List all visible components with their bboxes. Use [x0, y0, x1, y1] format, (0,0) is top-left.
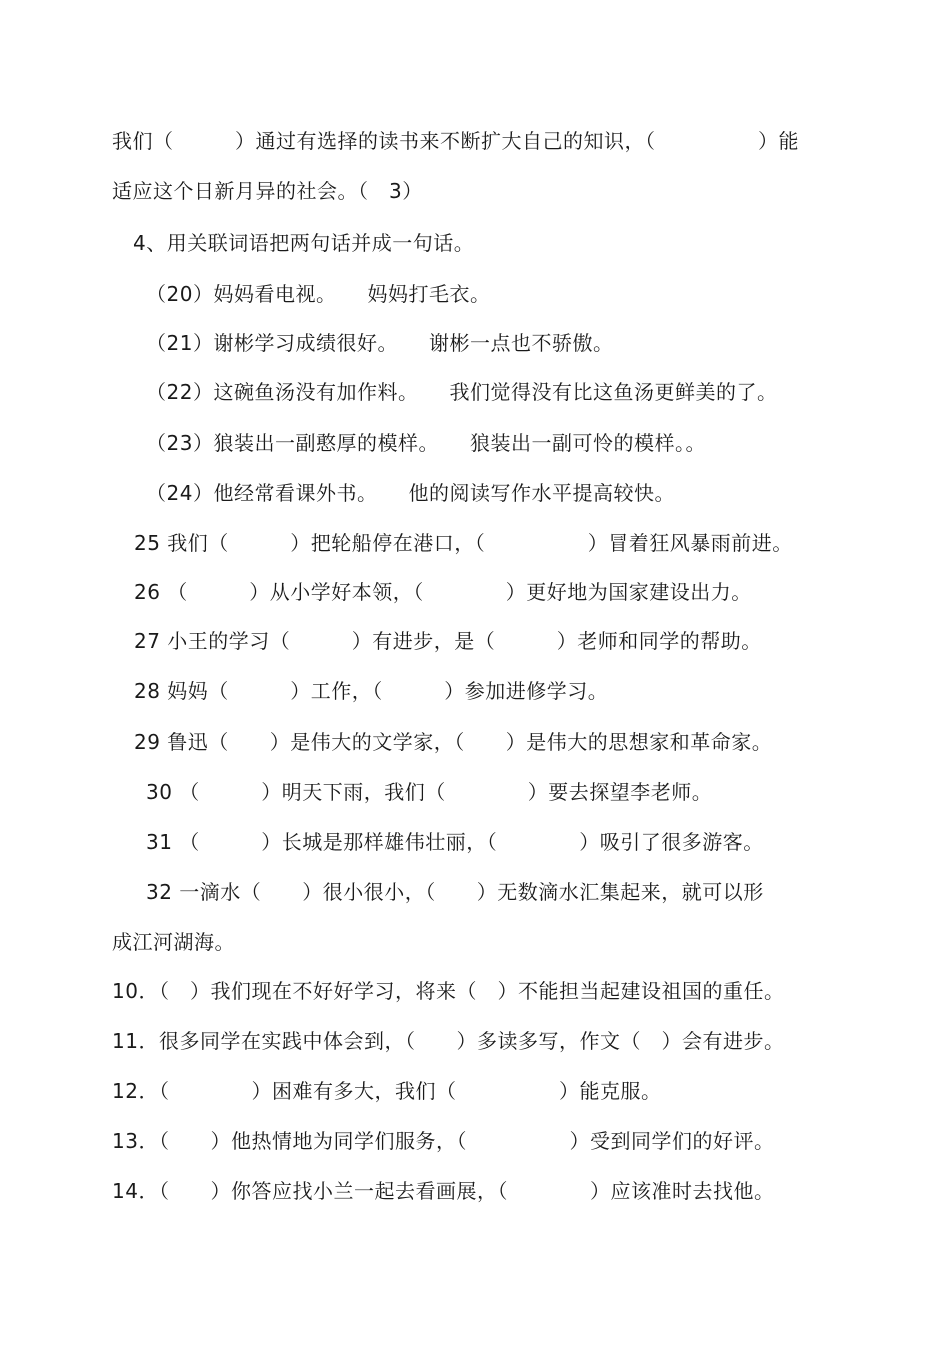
question-item: 10．（ ）我们现在不好好学习，将来（ ）不能担当起建设祖国的重任。 — [112, 979, 785, 1003]
question-item: 30 （ ）明天下雨，我们（ ）要去探望李老师。 — [146, 780, 713, 804]
question-item: 12．（ ）困难有多大，我们（ ）能克服。 — [112, 1079, 662, 1103]
question-item: （22）这碗鱼汤没有加作料。 我们觉得没有比这鱼汤更鲜美的了。 — [146, 380, 778, 404]
question-item: （21）谢彬学习成绩很好。 谢彬一点也不骄傲。 — [146, 331, 614, 355]
question-item: 26 （ ）从小学好本领，（ ）更好地为国家建设出力。 — [134, 580, 752, 604]
question-item: （24）他经常看课外书。 他的阅读写作水平提高较快。 — [146, 481, 675, 505]
question-item: 25 我们（ ）把轮船停在港口，（ ）冒着狂风暴雨前进。 — [134, 531, 793, 555]
text-line: 我们（ ）通过有选择的读书来不断扩大自己的知识，（ ）能 — [112, 129, 799, 153]
question-heading: 4、用关联词语把两句话并成一句话。 — [133, 231, 475, 255]
question-item: （20）妈妈看电视。 妈妈打毛衣。 — [146, 282, 491, 306]
question-item: （23）狼装出一副憨厚的模样。 狼装出一副可怜的模样。。 — [146, 431, 706, 455]
question-item: 14．（ ）你答应找小兰一起去看画展，（ ）应该准时去找他。 — [112, 1179, 775, 1203]
text-line: 适应这个日新月异的社会。（ 3） — [112, 179, 423, 203]
question-item: 29 鲁迅（ ）是伟大的文学家，（ ）是伟大的思想家和革命家。 — [134, 730, 773, 754]
question-item: 32 一滴水（ ）很小很小，（ ）无数滴水汇集起来，就可以形 — [146, 880, 764, 904]
question-item: 13．（ ）他热情地为同学们服务，（ ）受到同学们的好评。 — [112, 1129, 775, 1153]
text-line: 成江河湖海。 — [112, 930, 235, 954]
question-item: 11．很多同学在实践中体会到，（ ）多读多写，作文（ ）会有进步。 — [112, 1029, 785, 1053]
question-item: 31 （ ）长城是那样雄伟壮丽，（ ）吸引了很多游客。 — [146, 830, 764, 854]
question-item: 27 小王的学习（ ）有进步，是（ ）老师和同学的帮助。 — [134, 629, 762, 653]
question-item: 28 妈妈（ ）工作，（ ）参加进修学习。 — [134, 679, 609, 703]
